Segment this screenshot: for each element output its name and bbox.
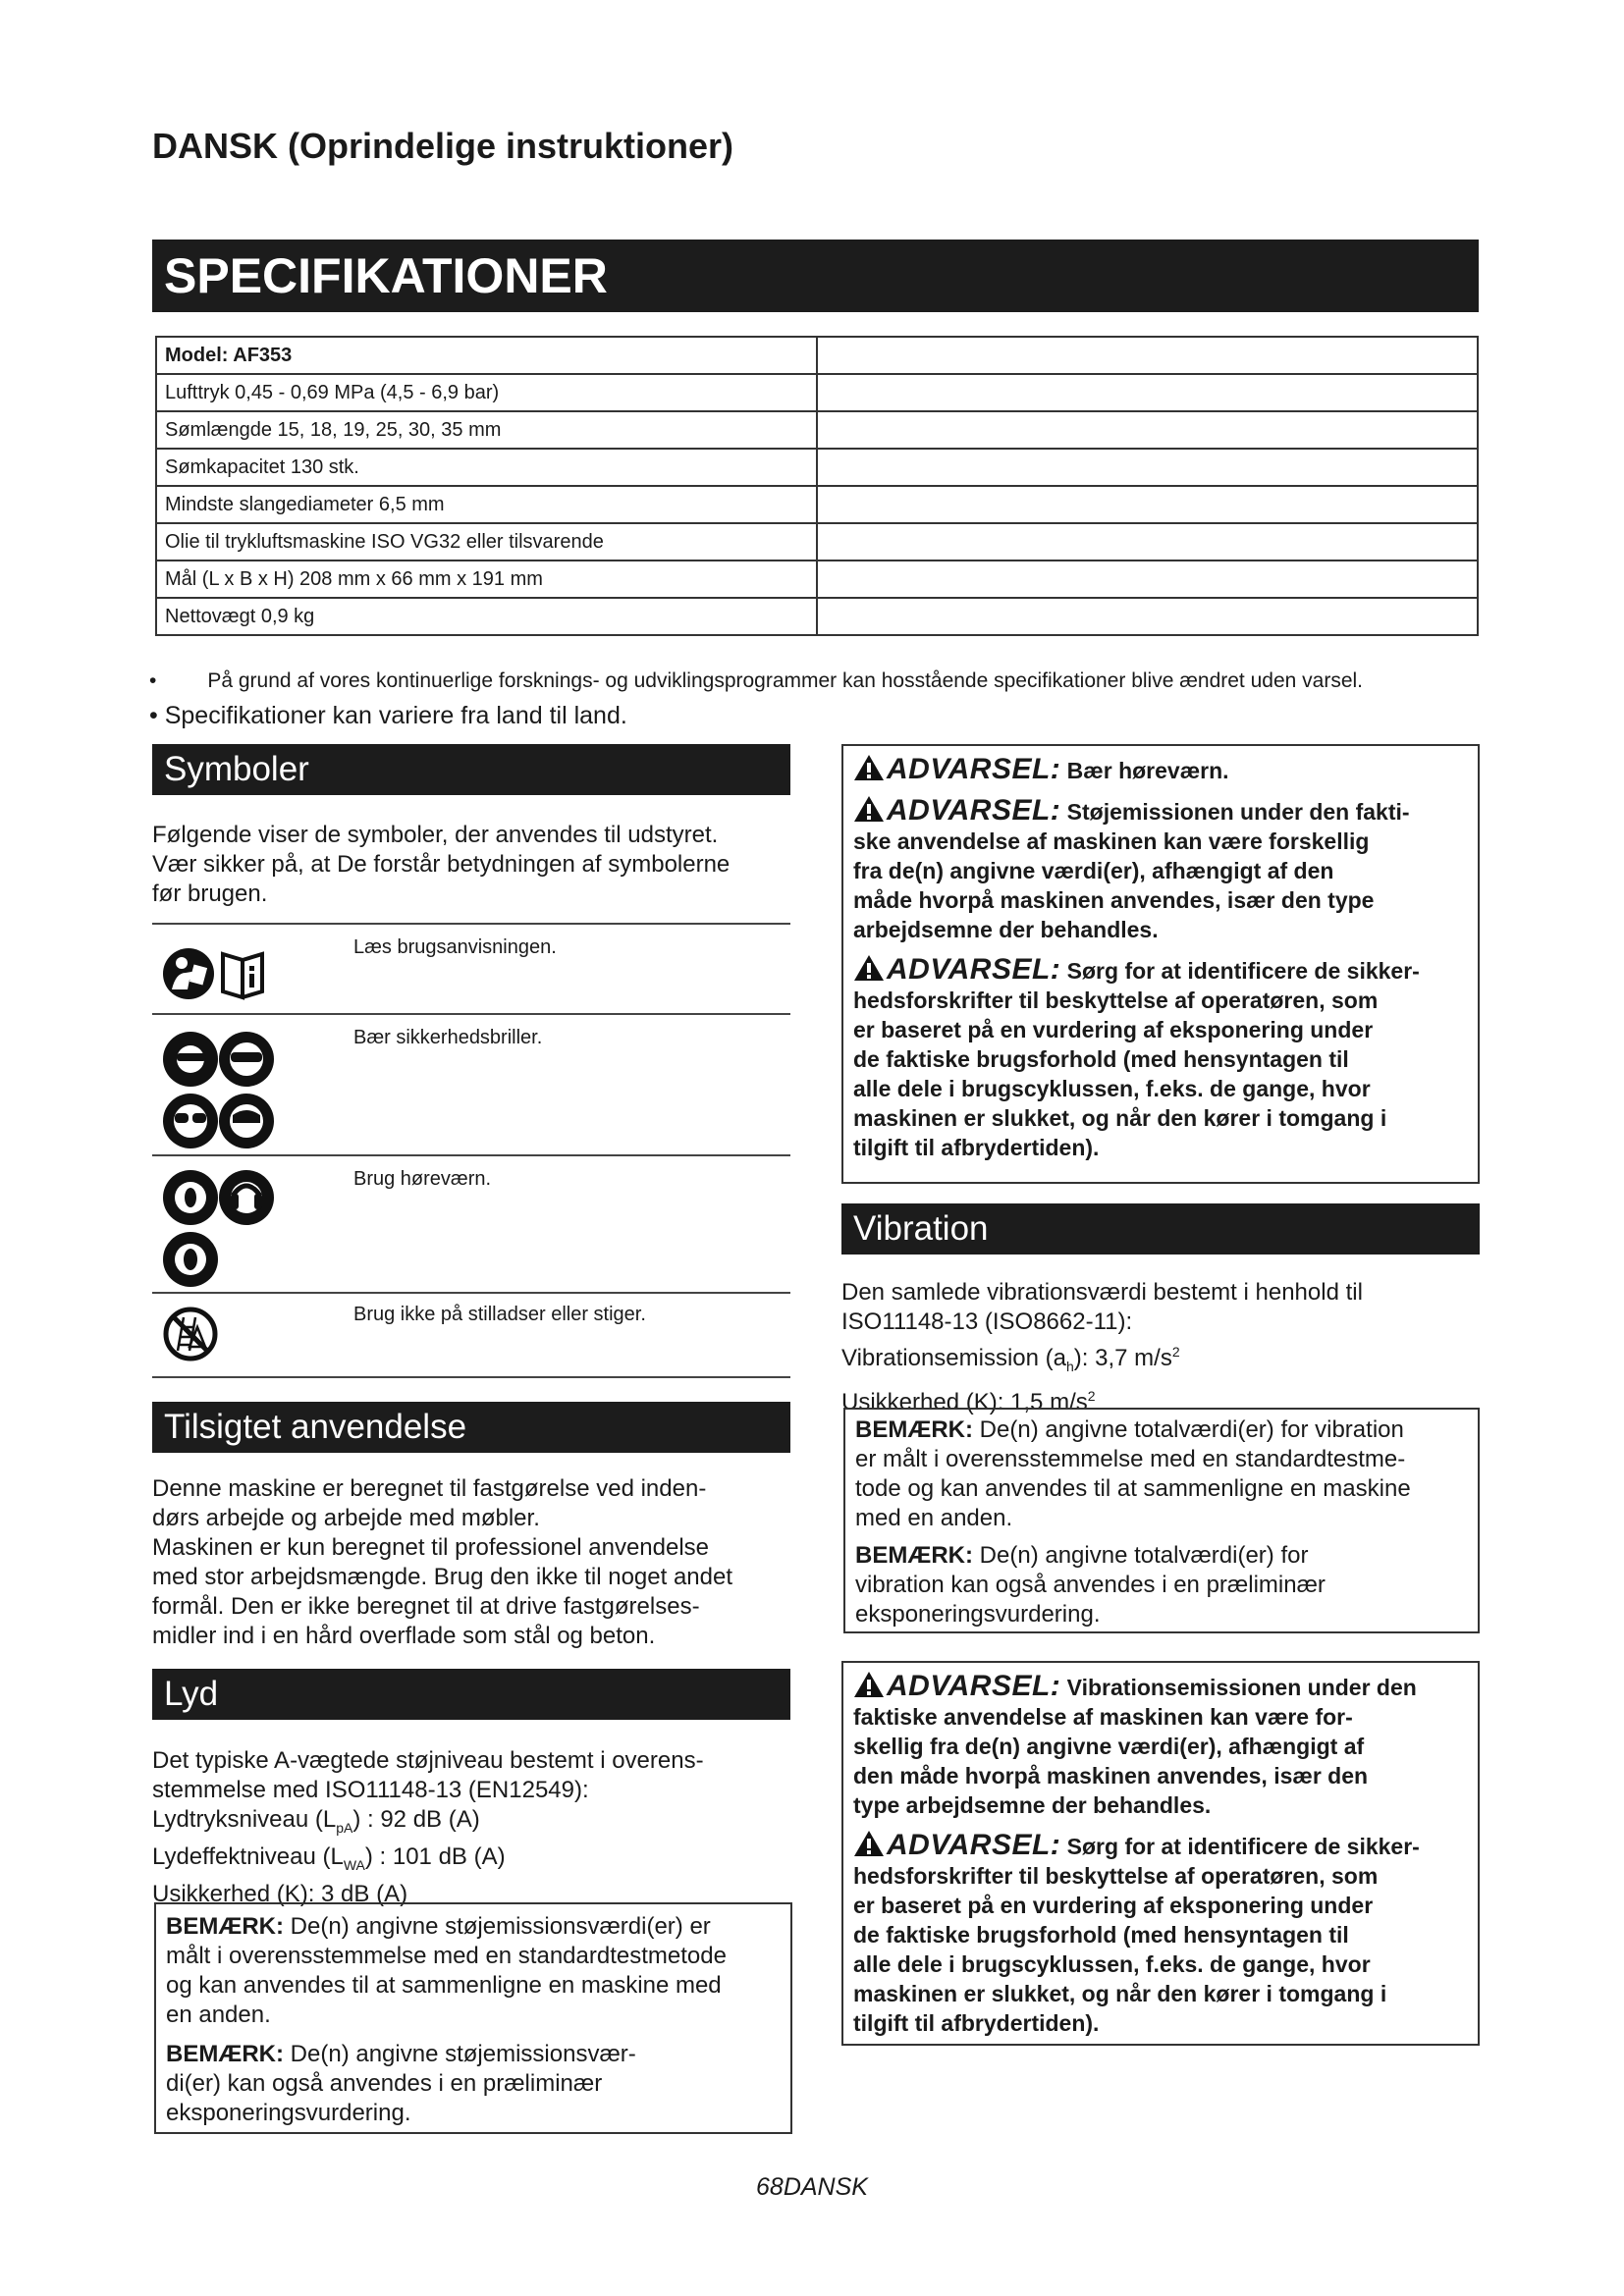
table-row [156, 337, 1478, 374]
vibration-text: Den samlede vibrationsværdi bestemt i henhold til ISO11148-13 (ISO8662-11): Vibrationsemission $(a_h)$: 3,7 $m/s^2$ Usikkerhed (K): 1,5 $m/s^2$ [841, 1279, 1363, 1415]
intended-use-text: Denne maskine er beregnet til fastgørelse ved inden- dørs arbejde og arbejde med møbler. Maskinen er kun beregnet til professionel anvendelse med stor arbejdsmængde. Brug den ikke til noget andet formål. Den er ikke beregnet til at drive fastgørelses- midler ind i en hård overflade som stål og beton. [152, 1475, 733, 1649]
warning-hearing-protection: ADVARSEL: Bær høreværn. [853, 754, 1468, 785]
spec-nail-capacity: Sømkapacitet 130 stk. [156, 449, 817, 486]
vibration-uncertainty: Usikkerhed (K): 1,5 $m/s^2$ [841, 1387, 1096, 1415]
page-language-title: DANSK (Oprindelige instruktioner) [152, 126, 734, 166]
safety-glasses-icon [162, 1027, 299, 1154]
table-row [156, 449, 1478, 486]
noise-note-box [154, 1902, 792, 2134]
vibration-note-box [843, 1408, 1480, 1633]
vibration-emission: Vibrationsemission $(a_h)$: 3,7 $m/s^2$ [841, 1344, 1180, 1374]
symbol-row [152, 923, 790, 1015]
sound-power-level: Lydeffektniveau $(L_{WA})$ : 101 dB (A) [152, 1842, 506, 1873]
specifications-table [155, 336, 1479, 636]
symbol-text: Bær sikkerhedsbriller. [353, 1027, 543, 1048]
spec-dimensions: Mål (L x B x H) 208 mm x 66 mm x 191 mm [156, 561, 817, 598]
vibration-warnings-box [841, 1661, 1480, 2046]
symbols-table [152, 923, 790, 1376]
no-ladder-icon [162, 1306, 221, 1364]
vibration-note-2: BEMÆRK: De(n) angivne totalværdi(er) for vibration kan også anvendes i en præliminær eksponeringsvurdering. [855, 1542, 1326, 1628]
spec-air-pressure: Lufttryk 0,45 - 0,69 MPa (4,5 - 6,9 bar) [156, 374, 817, 411]
table-row [156, 561, 1478, 598]
ear-protection-icon [162, 1166, 299, 1289]
symbols-intro: Følgende viser de symboler, der anvendes til udstyret. Vær sikker på, at De forstår betydningen af symbolerne før brugen. [152, 822, 731, 907]
warning-triangle-icon [853, 1830, 885, 1857]
symbol-row [152, 1154, 790, 1294]
warning-triangle-icon [853, 954, 885, 982]
warning-triangle-icon [853, 1671, 885, 1698]
table-row [156, 374, 1478, 411]
symbol-text: Brug høreværn. [353, 1168, 492, 1190]
noise-note-2: BEMÆRK: De(n) angivne støjemissionsvær- di(er) kan også anvendes i en præliminær eksponeringsvurdering. [166, 2041, 636, 2126]
sound-pressure-level: Lydtryksniveau $(L_{pA})$ : 92 dB (A) [152, 1806, 480, 1836]
noise-uncertainty: Usikkerhed (K): 3 dB (A) [152, 1880, 408, 1907]
spec-note-1: • På grund af vores kontinuerlige forsknings- og udviklingsprogrammer kan hosstående specifikationer blive ændret uden varsel. [149, 669, 1363, 692]
symbols-heading: Symboler [152, 744, 790, 795]
symbol-text: Brug ikke på stilladser eller stiger. [353, 1304, 646, 1325]
warning-safety-measures: ADVARSEL: Sørg for at identificere de sikker- hedsforskrifter til beskyttelse af operatøren, som er baseret på en vurdering af eksponering under de faktiske brugsforhold (med hensyntagen til alle dele i brugscyklussen, f.eks. de gange, hvor maskinen er slukket, og når den kører i tomgang i tilgift til afbrydertiden). [853, 1829, 1420, 2036]
table-row [156, 486, 1478, 523]
vibration-note-1: BEMÆRK: De(n) angivne totalværdi(er) for vibration er målt i overensstemmelse med en standardtestme- tode og kan anvendes til at sammenligne en maskine med en anden. [855, 1416, 1411, 1531]
warning-noise-emission: ADVARSEL: Støjemissionen under den fakti- ske anvendelse af maskinen kan være forskellig fra de(n) angivne værdi(er), afhængigt af den måde hvorpå maskinen anvendes, især den type arbejdsemne der behandles. [853, 794, 1410, 942]
spec-hose-diameter: Mindste slangediameter 6,5 mm [156, 486, 817, 523]
read-manual-icon [162, 946, 299, 1001]
noise-warnings-box [841, 744, 1480, 1184]
spec-oil: Olie til trykluftsmaskine ISO VG32 eller tilsvarende [156, 523, 817, 561]
warning-vibration-emission: ADVARSEL: Vibrationsemissionen under den faktiske anvendelse af maskinen kan være for- skellig fra de(n) angivne værdi(er), afhængigt af den måde hvorpå maskinen anvendes, især den type arbejdsemne der behandles. [853, 1670, 1417, 1818]
table-row [156, 523, 1478, 561]
specifications-heading: SPECIFIKATIONER [152, 240, 1479, 312]
spec-net-weight: Nettovægt 0,9 kg [156, 598, 817, 635]
spec-model: Model: AF353 [156, 337, 817, 374]
vibration-heading: Vibration [841, 1203, 1480, 1255]
page-number: 68DANSK [756, 2173, 868, 2201]
symbol-text: Læs brugsanvisningen. [353, 936, 557, 958]
warning-triangle-icon [853, 795, 885, 823]
table-row [156, 598, 1478, 635]
symbol-row [152, 1292, 790, 1378]
noise-note-1: BEMÆRK: De(n) angivne støjemissionsværdi(er) er målt i overensstemmelse med en standardtestmetode og kan anvendes til at sammenligne en maskine med en anden. [166, 1913, 727, 2028]
noise-text: Det typiske A-vægtede støjniveau bestemt i overens- stemmelse med ISO11148-13 (EN12549): Lydtryksniveau $(L_{pA})$ : 92 dB (A) Lydeffektniveau $(L_{WA})$ : 101 dB (A) Usikkerhed (K): 3 dB (A) [152, 1747, 704, 1907]
spec-note-2: • Specifikationer kan variere fra land til land. [149, 702, 627, 729]
warning-safety-measures: ADVARSEL: Sørg for at identificere de sikker- hedsforskrifter til beskyttelse af operatøren, som er baseret på en vurdering af eksponering under de faktiske brugsforhold (med hensyntagen til alle dele i brugscyklussen, f.eks. de gange, hvor maskinen er slukket, og når den kører i tomgang i tilgift til afbrydertiden). [853, 953, 1420, 1160]
table-row [156, 411, 1478, 449]
symbol-row [152, 1013, 790, 1156]
spec-nail-length: Sømlængde 15, 18, 19, 25, 30, 35 mm [156, 411, 817, 449]
noise-heading: Lyd [152, 1669, 790, 1720]
warning-triangle-icon [853, 754, 885, 781]
intended-use-heading: Tilsigtet anvendelse [152, 1402, 790, 1453]
